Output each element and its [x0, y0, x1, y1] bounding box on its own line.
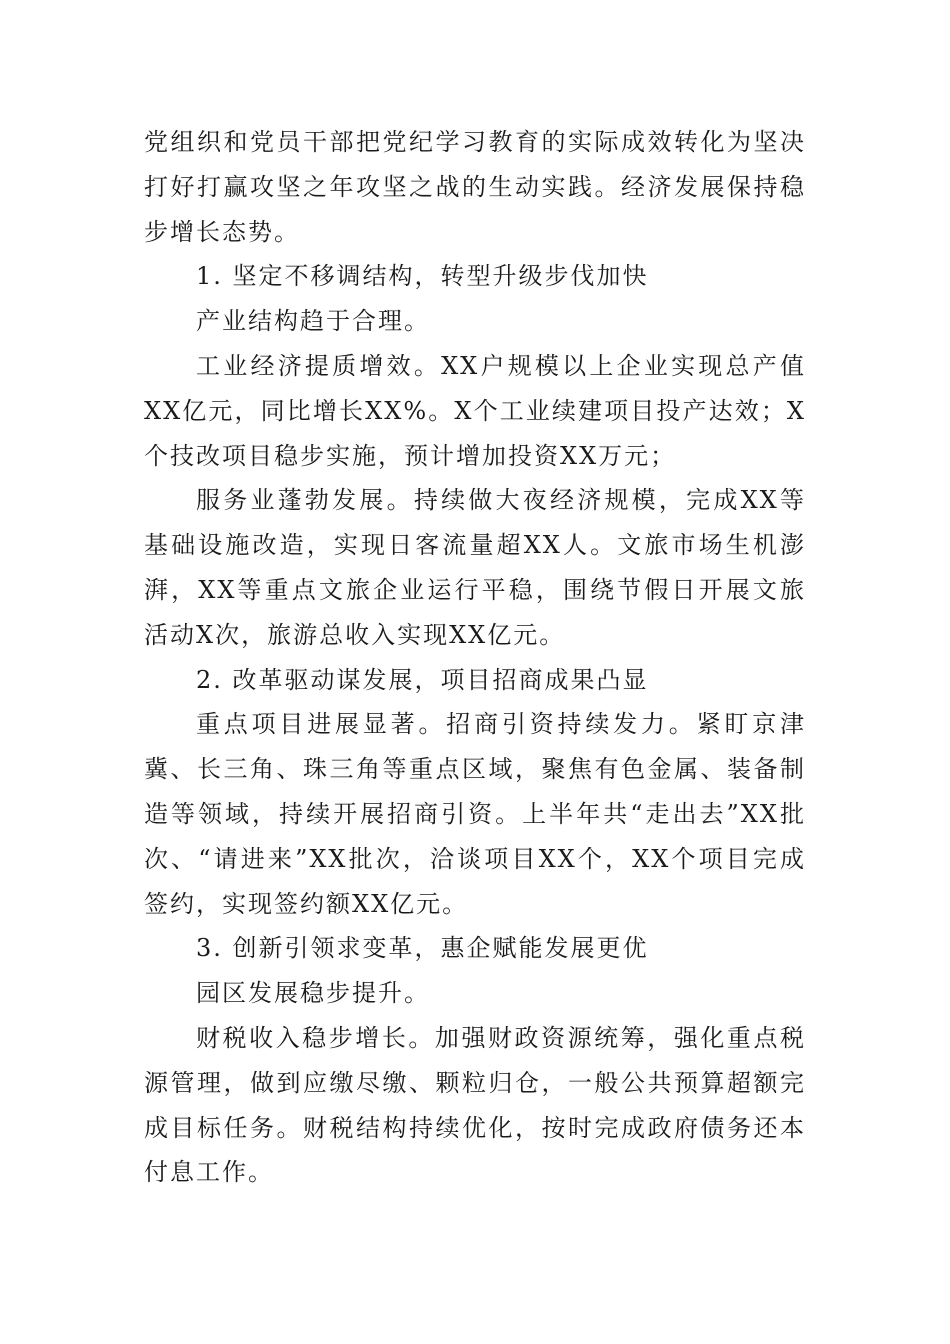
paragraph: 产业结构趋于合理。: [196, 307, 430, 336]
paragraph: 财税收入稳步增长。加强财政资源统筹，强化重点税源管理，做到应缴尽缴、颗粒归仓，一般公共预算超额完成目标任务。财税结构持续优化，按时完成政府债务还本付息工作。: [144, 1023, 806, 1187]
section-heading: 3. 创新引领求变革，惠企赋能发展更优: [196, 934, 649, 963]
document-body: [144, 120, 806, 1195]
paragraph: 党组织和党员干部把党纪学习教育的实际成效转化为坚决打好打赢攻坚之年攻坚之战的生动实践。经济发展保持稳步增长态势。: [144, 128, 806, 246]
section-heading: 1. 坚定不移调结构，转型升级步伐加快: [196, 262, 649, 291]
paragraph: 重点项目进展显著。招商引资持续发力。紧盯京津冀、长三角、珠三角等重点区域，聚焦有色金属、装备制造等领域，持续开展招商引资。上半年共“走出去”XX批次、“请进来”XX批次，洽谈项目XX个，XX个项目完成签约，实现签约额XX亿元。: [144, 710, 806, 918]
paragraph: 园区发展稳步提升。: [196, 979, 430, 1008]
paragraph: 服务业蓬勃发展。持续做大夜经济规模，完成XX等基础设施改造，实现日客流量超XX人。文旅市场生机澎湃，XX等重点文旅企业运行平稳，围绕节假日开展文旅活动X次，旅游总收入实现XX亿元。: [144, 486, 806, 649]
paragraph: 工业经济提质增效。XX户规模以上企业实现总产值XX亿元，同比增长XX%。X个工业续建项目投产达效；X个技改项目稳步实施，预计增加投资XX万元；: [144, 351, 806, 470]
section-heading: 2. 改革驱动谋发展，项目招商成果凸显: [196, 665, 649, 694]
